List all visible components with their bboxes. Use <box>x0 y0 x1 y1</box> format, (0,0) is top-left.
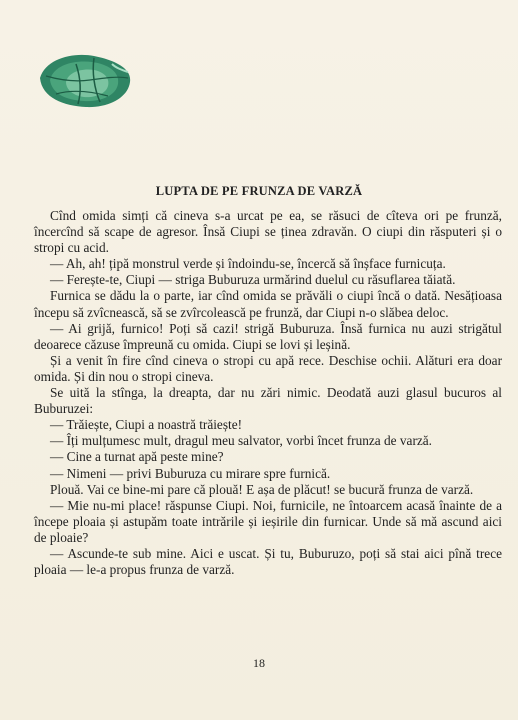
paragraph: — Nimeni — privi Buburuza cu mirare spre furnică. <box>50 465 331 481</box>
body-text <box>34 208 502 578</box>
paragraph: Plouă. Vai ce bine-mi pare că plouă! E așa de plăcut! se bucură frunza de varză. <box>50 481 474 497</box>
page-number: 18 <box>253 656 265 670</box>
paragraph: — Îți mulțumesc mult, dragul meu salvator, vorbi încet frunza de varză. <box>50 433 432 449</box>
paragraph: — Mie nu-mi place! răspunse Ciupi. Noi, furnicile, ne întoarcem acasă înainte de a începe ploaia și astupăm toate intrările și ieșirile din furnicar. Unde să mă ascund aici de ploaie? <box>34 497 502 545</box>
paragraph: — Ferește-te, Ciupi — striga Buburuza urmărind duelul cu răsuflarea tăiată. <box>50 272 456 288</box>
paragraph: Cînd omida simți că cineva s-a urcat pe ea, se răsuci de cîteva ori pe frunză, încercînd să scape de agresor. Însă Ciupi se ținea zdravăn. O ciupi din răsputeri și o stropi cu acid. <box>34 208 502 256</box>
paragraph: — Ai grijă, furnico! Poți să cazi! strigă Buburuza. Însă furnica nu auzi strigătul deoarece căzuse împreună cu omida. Ciupi se lovi și leșină. <box>34 320 502 352</box>
paragraph: Furnica se dădu la o parte, iar cînd omida se prăvăli o ciupi încă o dată. Nesățioasa începu să zvîcnească, să se zvîrcolească pe frunză, dar Ciupi n-o slăbea deloc. <box>34 288 502 320</box>
paragraph: — Trăiește, Ciupi a noastră trăiește! <box>50 417 243 433</box>
cabbage-leaf-icon <box>36 50 136 110</box>
chapter-title: LUPTA DE PE FRUNZA DE VARZĂ <box>155 184 363 198</box>
paragraph: — Ah, ah! țipă monstrul verde și îndoindu-se, încercă să înșface furnicuța. <box>50 256 446 272</box>
paragraph: Și a venit în fire cînd cineva o stropi cu apă rece. Deschise ochii. Alături era doar omida. Și din nou o stropi cineva. <box>34 352 502 384</box>
paragraph: — Ascunde-te sub mine. Aici e uscat. Și tu, Buburuzo, poți să stai aici pînă trece ploaia — le-a propus frunza de varză. <box>34 545 502 578</box>
paragraph: — Cine a turnat apă peste mine? <box>50 449 224 465</box>
paragraph: Se uită la stînga, la dreapta, dar nu zări nimic. Deodată auzi glasul bucuros al Buburuzei: <box>34 385 502 417</box>
